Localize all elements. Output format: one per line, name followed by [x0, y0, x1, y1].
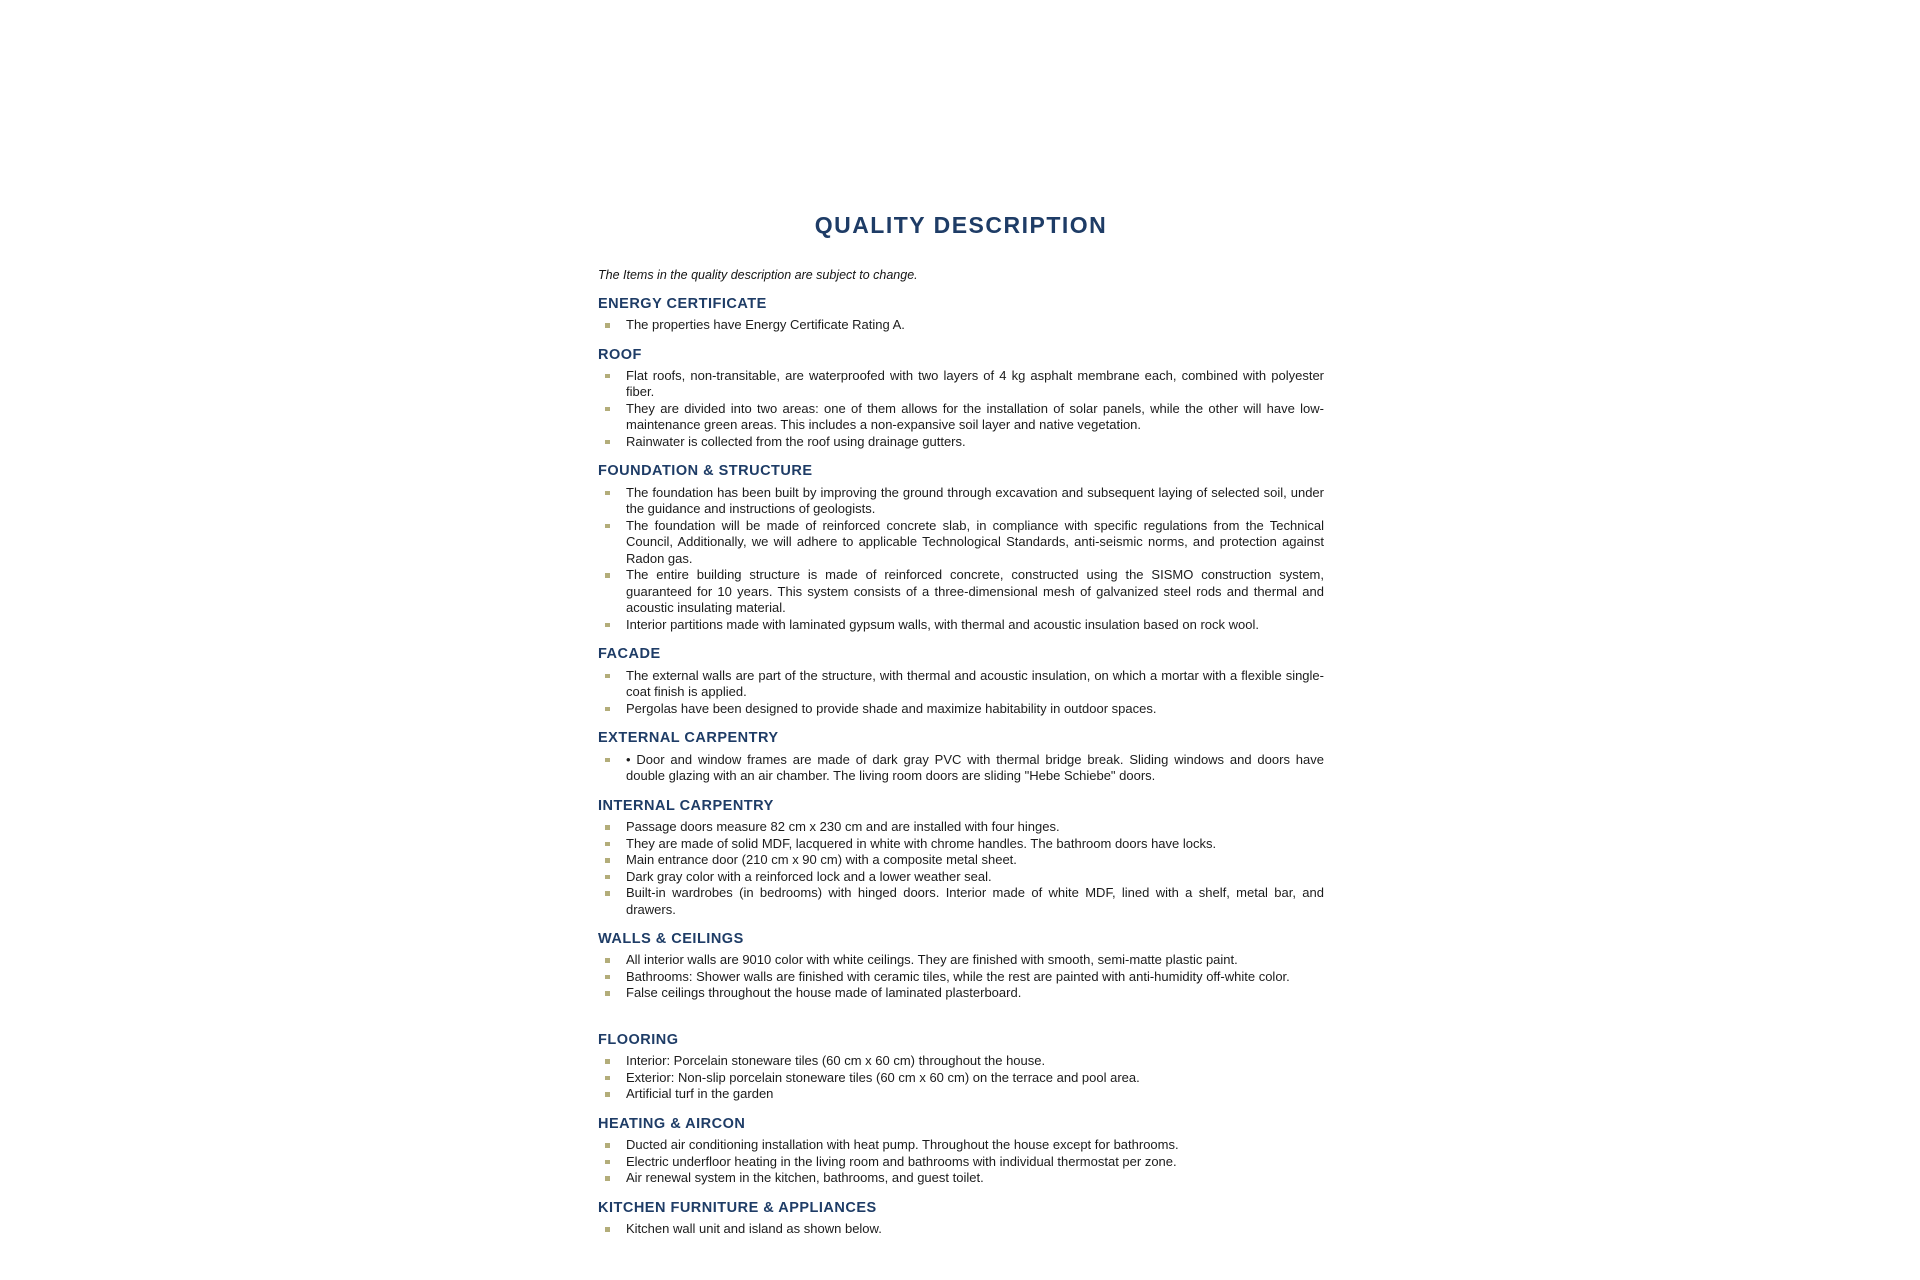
- bullet-item: Main entrance door (210 cm x 90 cm) with a composite metal sheet.: [626, 852, 1324, 869]
- bullet-item: False ceilings throughout the house made of laminated plasterboard.: [626, 985, 1324, 1002]
- bullet-item: They are divided into two areas: one of them allows for the installation of solar panels, while the other will have low-maintenance green areas. This includes a non-expansive soil layer and native vegetation.: [626, 400, 1324, 433]
- bullet-item: The properties have Energy Certificate Rating A.: [626, 317, 1324, 334]
- bullet-item: Artificial turf in the garden: [626, 1086, 1324, 1103]
- section-heading: FACADE: [598, 646, 661, 663]
- bullet-item: Electric underfloor heating in the living room and bathrooms with individual thermostat per zone.: [626, 1154, 1324, 1171]
- section-internal-carpentry: [598, 798, 1324, 918]
- bullet-list: [598, 819, 1324, 918]
- section-heading: ROOF: [598, 346, 642, 363]
- bullet-item: • Door and window frames are made of dark gray PVC with thermal bridge break. Sliding windows and doors have double glazing with an air chamber. The living room doors are sliding "Hebe Schiebe" doors.: [626, 751, 1324, 784]
- section-heading: KITCHEN FURNITURE & APPLIANCES: [598, 1199, 877, 1216]
- bullet-list: [598, 485, 1324, 634]
- section-roof: [598, 347, 1324, 451]
- bullet-item: The foundation will be made of reinforced concrete slab, in compliance with specific regulations from the Technical Council, Additionally, we will adhere to applicable Technological Standards, anti-seismic norms, and protection against Radon gas.: [626, 517, 1324, 566]
- section-walls-ceilings: [598, 931, 1324, 1002]
- bullet-item: Ducted air conditioning installation with heat pump. Throughout the house except for bathrooms.: [626, 1137, 1324, 1154]
- bullet-item: Bathrooms: Shower walls are finished with ceramic tiles, while the rest are painted with anti-humidity off-white color.: [626, 969, 1324, 986]
- bullet-list: [598, 668, 1324, 718]
- section-external-carpentry: [598, 730, 1324, 784]
- section-heading: INTERNAL CARPENTRY: [598, 797, 774, 814]
- bullet-item: The external walls are part of the structure, with thermal and acoustic insulation, on which a mortar with a flexible single-coat finish is applied.: [626, 667, 1324, 700]
- bullet-item: Interior partitions made with laminated gypsum walls, with thermal and acoustic insulation based on rock wool.: [626, 617, 1324, 634]
- page-title: QUALITY DESCRIPTION: [814, 212, 1108, 238]
- bullet-item: Dark gray color with a reinforced lock and a lower weather seal.: [626, 869, 1324, 886]
- section-heading: FLOORING: [598, 1031, 679, 1048]
- bullet-item: Exterior: Non-slip porcelain stoneware tiles (60 cm x 60 cm) on the terrace and pool area.: [626, 1070, 1324, 1087]
- section-heading: WALLS & CEILINGS: [598, 931, 744, 948]
- bullet-item: Flat roofs, non-transitable, are waterproofed with two layers of 4 kg asphalt membrane each, combined with polyester fiber.: [626, 367, 1324, 400]
- document-content: [598, 212, 1324, 1238]
- bullet-item: The foundation has been built by improving the ground through excavation and subsequent laying of selected soil, under the guidance and instructions of geologists.: [626, 484, 1324, 517]
- section-heading: HEATING & AIRCON: [598, 1115, 746, 1132]
- bullet-item: Interior: Porcelain stoneware tiles (60 cm x 60 cm) throughout the house.: [626, 1053, 1324, 1070]
- bullet-list: [598, 952, 1324, 1002]
- bullet-item: They are made of solid MDF, lacquered in white with chrome handles. The bathroom doors have locks.: [626, 836, 1324, 853]
- bullet-item: Air renewal system in the kitchen, bathrooms, and guest toilet.: [626, 1170, 1324, 1187]
- bullet-list: [598, 1221, 1324, 1238]
- bullet-item: Rainwater is collected from the roof using drainage gutters.: [626, 434, 1324, 451]
- section-heading: FOUNDATION & STRUCTURE: [598, 463, 813, 480]
- disclaimer-note: The Items in the quality description are subject to change.: [598, 267, 918, 282]
- bullet-list: [598, 1137, 1324, 1187]
- section-flooring: [598, 1032, 1324, 1103]
- section-heating-aircon: [598, 1116, 1324, 1187]
- section-facade: [598, 646, 1324, 717]
- section-foundation-structure: [598, 463, 1324, 633]
- bullet-list: [598, 368, 1324, 451]
- bullet-item: Built-in wardrobes (in bedrooms) with hinged doors. Interior made of white MDF, lined with a shelf, metal bar, and drawers.: [626, 885, 1324, 917]
- bullet-item: Pergolas have been designed to provide shade and maximize habitability in outdoor spaces.: [626, 701, 1324, 718]
- section-heading: EXTERNAL CARPENTRY: [598, 730, 779, 747]
- section-heading: ENERGY CERTIFICATE: [598, 295, 767, 312]
- bullet-item: The entire building structure is made of reinforced concrete, constructed using the SISMO construction system, guaranteed for 10 years. This system consists of a three-dimensional mesh of galvanized steel rods and thermal and acoustic insulating material.: [626, 567, 1324, 616]
- bullet-item: Passage doors measure 82 cm x 230 cm and are installed with four hinges.: [626, 819, 1324, 836]
- section-kitchen-furniture-appliances: [598, 1200, 1324, 1238]
- bullet-list: [598, 752, 1324, 785]
- section-energy-certificate: [598, 296, 1324, 334]
- bullet-item: All interior walls are 9010 color with white ceilings. They are finished with smooth, semi-matte plastic paint.: [626, 952, 1324, 969]
- bullet-list: [598, 317, 1324, 334]
- bullet-item: Kitchen wall unit and island as shown below.: [626, 1221, 1324, 1238]
- bullet-list: [598, 1053, 1324, 1103]
